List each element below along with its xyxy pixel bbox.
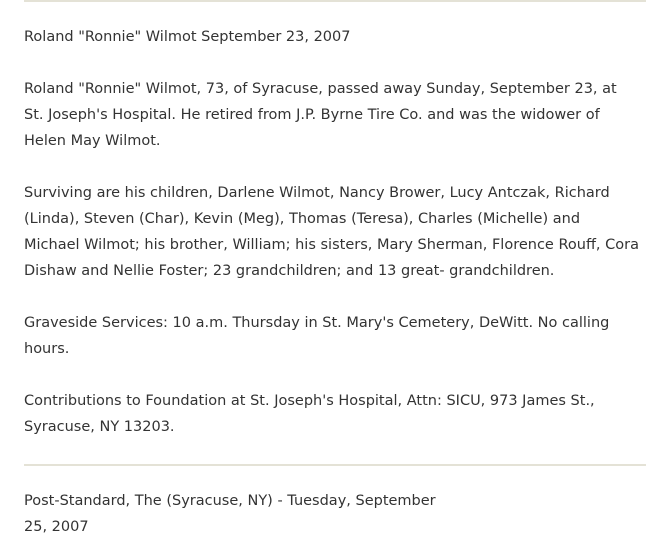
source-citation: Post-Standard, The (Syracuse, NY) - Tuesday, September 25, 2007: [24, 493, 436, 535]
top-divider: [24, 0, 646, 2]
obituary-paragraph-survivors: Surviving are his children, Darlene Wilmot, Nancy Brower, Lucy Antczak, Richard (Linda), Steven (Char), Kevin (Meg), Thomas (Teresa), Charles (Michelle) and Michael Wilmot; his brother, William; his sisters, Mary Sherman, Florence Rouff, Cora Dishaw and Nellie Foster; 23 grandchildren; and 13 great- grandchildren.: [24, 185, 639, 279]
obituary-paragraph-contributions: Contributions to Foundation at St. Joseph's Hospital, Attn: SICU, 973 James St., Syracuse, NY 13203.: [24, 393, 595, 435]
obituary-paragraph-intro: Roland "Ronnie" Wilmot, 73, of Syracuse, passed away Sunday, September 23, at St. Joseph's Hospital. He retired from J.P. Byrne Tire Co. and was the widower of Helen May Wilmot.: [24, 81, 617, 149]
obituary-paragraph-services: Graveside Services: 10 a.m. Thursday in St. Mary's Cemetery, DeWitt. No calling hours.: [24, 315, 610, 357]
obituary-heading: Roland "Ronnie" Wilmot September 23, 2007: [24, 29, 351, 45]
source-citation-block: [24, 488, 454, 540]
obituary-body: [24, 24, 639, 466]
section-divider: [24, 464, 646, 466]
